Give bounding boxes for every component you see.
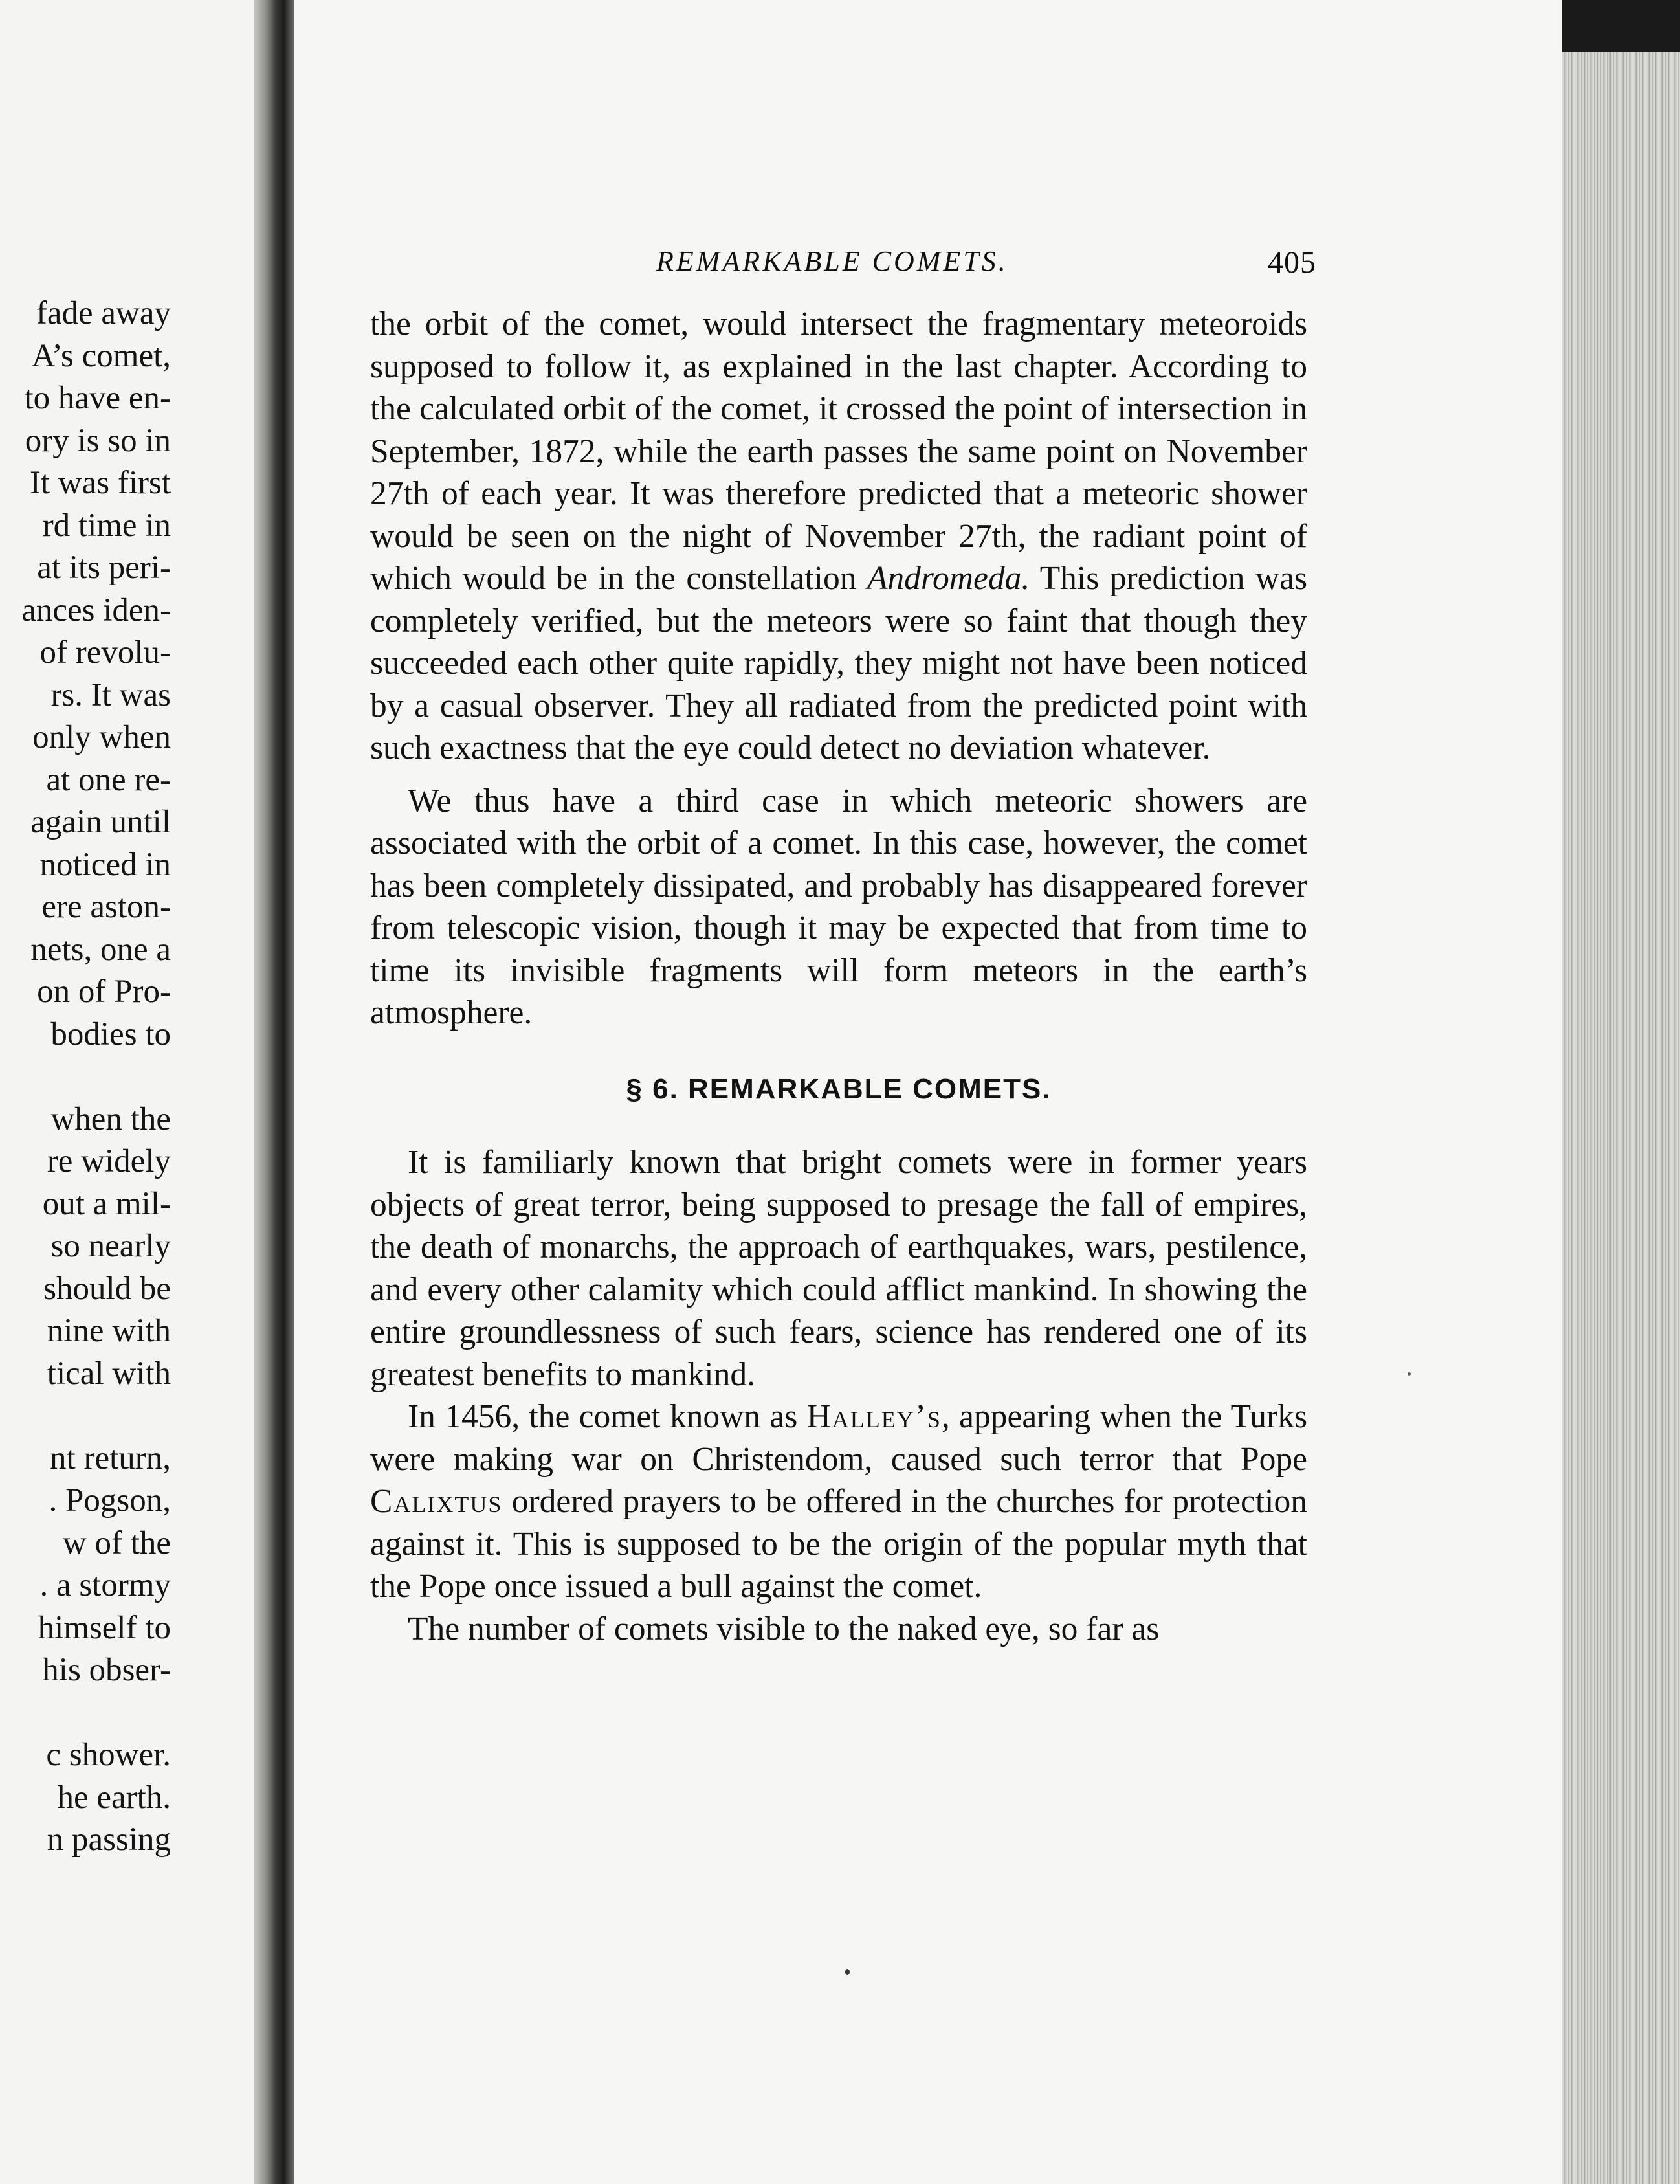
left-page-line: rs. It was [50, 676, 171, 713]
left-page-line: of revolu- [39, 634, 171, 671]
left-page-line: out a mil- [42, 1185, 171, 1222]
left-page-line: A’s comet, [31, 337, 171, 374]
page-edges [1562, 52, 1680, 2184]
left-page-line: on of Pro- [37, 974, 171, 1010]
page-header [656, 245, 1316, 284]
ink-speck [1408, 1372, 1411, 1376]
left-page-line [0, 1395, 171, 1438]
paragraph-orbit-continuation [370, 303, 1307, 770]
left-page-line: his obser- [42, 1652, 171, 1688]
left-page-line: nets, one a [30, 931, 171, 968]
left-page-line: ances iden- [21, 592, 171, 629]
left-page-line: re widely [47, 1143, 171, 1179]
name-calixtus: Calixtus [370, 1483, 503, 1520]
left-page-line [0, 1056, 171, 1098]
page-body [370, 303, 1307, 1650]
left-page-line: himself to [38, 1609, 171, 1646]
page-number: 405 [1268, 245, 1316, 280]
left-page-line: only when [32, 719, 171, 755]
left-page-line: to have en- [24, 380, 171, 416]
left-page-line: fade away [36, 295, 171, 331]
name-halley: Halley’s [806, 1398, 942, 1435]
paragraph-halley [370, 1396, 1307, 1608]
left-page-line: ere aston- [41, 889, 171, 925]
book-gutter [254, 0, 294, 2184]
left-page-line: . Pogson, [49, 1482, 171, 1519]
page-edge-shadow [1562, 0, 1680, 52]
left-page-line: nine with [47, 1313, 171, 1349]
left-facing-page [0, 0, 254, 2184]
left-page-line: again until [30, 804, 171, 840]
left-page-line: when the [50, 1100, 171, 1137]
paragraph-terror: It is familiarly known that bright comets were in former years objects of great terror, being supposed to presage the fall of empires, the death of monarchs, the approach of earthquakes, wars, pestilence, and every other calamity which could afflict mankind. In showing the entire groundlessness of such fears, science has rendered one of its greatest benefits to mankind. [370, 1144, 1307, 1393]
left-page-line: nt return, [50, 1440, 171, 1476]
paragraph-third-case: We thus have a third case in which meteoric showers are associated with the orbit of a comet. In this case, however, the comet has been completely dissipated, and probably has disappeared forever from telescopic vision, though it may be expected that from time to time its invisible fragments will form meteors in the earth’s atmosphere. [370, 782, 1307, 1031]
left-page-line: he earth. [57, 1779, 171, 1816]
paragraph-4-text-c: ordered prayers to be offered in the churches for protection against it. This is supposed to be the origin of the popular myth that the Pope once issued a bull against the comet. [370, 1483, 1307, 1605]
left-page-line: so nearly [50, 1228, 171, 1264]
left-page-text-fragments [0, 293, 171, 1862]
paragraph-4-text-a: In 1456, the comet known as [408, 1398, 807, 1435]
section-heading: § 6. REMARKABLE COMETS. [626, 1073, 1052, 1105]
ink-speck [845, 1969, 850, 1975]
left-page-line: w of the [62, 1524, 171, 1561]
left-page-line: rd time in [42, 507, 171, 544]
paragraph-1-text-b: This prediction was completely verified, but the meteors were so faint that though they succeeded each other quite rapidly, they might not have been noticed by a casual observer. They all radiated from the predicted point with such exactness that the eye could detect no deviation whatever. [370, 560, 1308, 766]
left-page-line: noticed in [39, 846, 171, 883]
left-page-line: bodies to [50, 1016, 171, 1053]
paragraph-1-text-a: the orbit of the comet, would intersect the fragmentary meteoroids supposed to follow it, as explained in the last chapter. According to the calculated orbit of the comet, it crossed the point of intersection in September, 1872, while the earth passes the same point on November 27th of each year. It was therefore predicted that a meteoric shower would be seen on the night of November 27th, the radiant point of which would be in the constellation [370, 306, 1307, 597]
left-page-line: ory is so in [25, 422, 171, 459]
left-page-line: should be [43, 1270, 171, 1307]
left-page-line: tical with [47, 1355, 171, 1392]
left-page-line: c shower. [46, 1737, 171, 1773]
constellation-name: Andromeda. [867, 560, 1030, 597]
left-page-line: at one re- [46, 761, 171, 798]
left-page-line: It was first [29, 465, 171, 501]
left-page-line: at its peri- [37, 550, 171, 586]
running-title: REMARKABLE COMETS. [656, 245, 1008, 277]
paragraph-4-text-b: , appearing when the Turks were making war on Christendom, caused such terror that Pope [370, 1398, 1307, 1478]
left-page-line: n passing [47, 1822, 171, 1858]
left-page-line: . a stormy [39, 1567, 171, 1603]
paragraph-number-of-comets: The number of comets visible to the naked eye, so far as [408, 1610, 1160, 1647]
left-page-line [0, 1692, 171, 1735]
